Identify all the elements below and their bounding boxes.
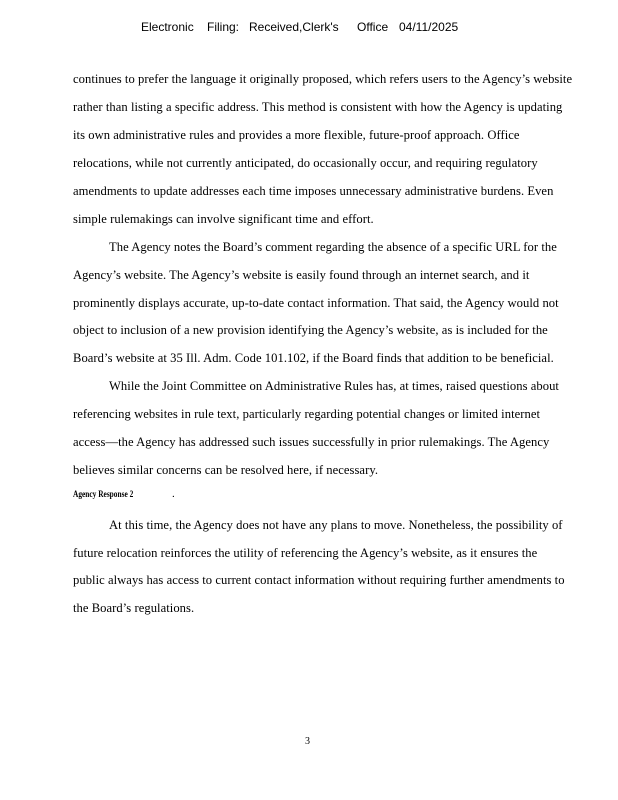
body-line: While the Joint Committee on Administrative Rules has, at times, raised questions about bbox=[109, 379, 559, 393]
body-line: prominently displays accurate, up-to-date contact information. That said, the Agency would not bbox=[73, 296, 559, 310]
body-line: object to inclusion of a new provision identifying the Agency’s website, as is included for the bbox=[73, 323, 548, 337]
body-line: simple rulemakings can involve significant time and effort. bbox=[73, 212, 374, 226]
header-electronic: Electronic bbox=[141, 20, 194, 34]
header-date: 04/11/2025 bbox=[399, 20, 459, 34]
response-line: public always has access to current contact information without requiring further amendments to bbox=[73, 573, 565, 587]
body-line: Board’s website at 35 Ill. Adm. Code 101.102, if the Board finds that addition to be beneficial. bbox=[73, 351, 554, 365]
body-line: continues to prefer the language it originally proposed, which refers users to the Agency’s website bbox=[73, 72, 573, 86]
body-line: referencing websites in rule text, particularly regarding potential changes or limited internet bbox=[73, 407, 541, 421]
response-label: Agency Response 2 bbox=[73, 489, 134, 499]
body-line: its own administrative rules and provides a more flexible, future-proof approach. Office bbox=[73, 128, 520, 142]
response-line: At this time, the Agency does not have any plans to move. Nonetheless, the possibility of bbox=[109, 518, 563, 532]
body-line: believes similar concerns can be resolved here, if necessary. bbox=[73, 463, 379, 477]
body-line: access—the Agency has addressed such issues successfully in prior rulemakings. The Agency bbox=[73, 435, 550, 449]
header-office: Office bbox=[357, 20, 389, 34]
body-line: relocations, while not currently anticipated, do occasionally occur, and requiring regulatory bbox=[73, 156, 538, 170]
body-line: rather than listing a specific address. This method is consistent with how the Agency is updating bbox=[73, 100, 563, 114]
header-received: Received,Clerk's bbox=[249, 20, 339, 34]
page-number: 3 bbox=[305, 736, 310, 747]
body-line: amendments to update addresses each time imposes unnecessary administrative burdens. Even bbox=[73, 184, 554, 198]
response-line: the Board’s regulations. bbox=[73, 601, 195, 615]
response-line: future relocation reinforces the utility of referencing the Agency’s website, as it ensures the bbox=[73, 546, 538, 560]
body-line: The Agency notes the Board’s comment regarding the absence of a specific URL for the bbox=[109, 240, 557, 254]
body-line: Agency’s website. The Agency’s website is easily found through an internet search, and it bbox=[73, 268, 530, 282]
header-filing: Filing: bbox=[207, 20, 240, 34]
response-dot: . bbox=[172, 488, 175, 500]
